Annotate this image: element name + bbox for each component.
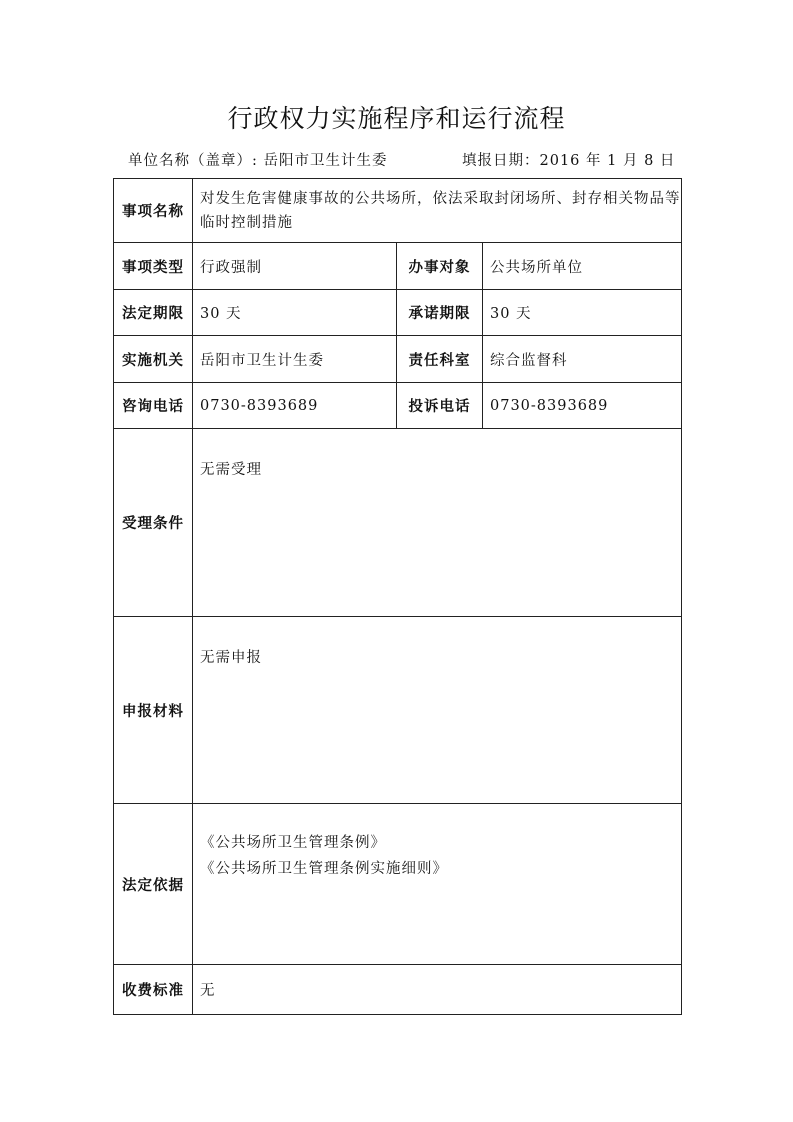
fee-label: 收费标准 [114, 965, 193, 1015]
row-legal-basis [114, 804, 682, 965]
complaint-phone-label: 投诉电话 [397, 383, 483, 429]
consult-phone-label: 咨询电话 [114, 383, 193, 429]
legal-period-value: 30 天 [193, 290, 397, 336]
acceptance-value: 无需受理 [193, 429, 682, 617]
item-type-value: 行政强制 [193, 243, 397, 290]
row-item-type [114, 243, 682, 290]
legal-basis-line-2: 《公共场所卫生管理条例实施细则》 [200, 861, 448, 877]
row-fee [114, 965, 682, 1015]
row-agency [114, 336, 682, 383]
agency-value: 岳阳市卫生计生委 [193, 336, 397, 383]
item-type-label: 事项类型 [114, 243, 193, 290]
promised-period-value: 30 天 [483, 290, 682, 336]
row-item-name [114, 179, 682, 243]
row-phone [114, 383, 682, 429]
complaint-phone-value: 0730-8393689 [483, 383, 682, 429]
procedure-form-table [113, 178, 682, 1015]
acceptance-label: 受理条件 [114, 429, 193, 617]
legal-basis-line-1: 《公共场所卫生管理条例》 [200, 835, 386, 851]
item-name-label: 事项名称 [114, 179, 193, 243]
row-acceptance [114, 429, 682, 617]
legal-basis-value [193, 804, 682, 965]
promised-period-label: 承诺期限 [397, 290, 483, 336]
unit-name: 单位名称（盖章）: 岳阳市卫生计生委 [128, 153, 388, 169]
materials-value: 无需申报 [193, 617, 682, 804]
agency-label: 实施机关 [114, 336, 193, 383]
fill-date: 填报日期：2016 年 1 月 8 日 [462, 153, 676, 169]
document-title: 行政权力实施程序和运行流程 [227, 104, 566, 133]
department-value: 综合监督科 [483, 336, 682, 383]
fee-value: 无 [193, 965, 682, 1015]
consult-phone-value: 0730-8393689 [193, 383, 397, 429]
legal-period-label: 法定期限 [114, 290, 193, 336]
materials-label: 申报材料 [114, 617, 193, 804]
legal-basis-label: 法定依据 [114, 804, 193, 965]
target-label: 办事对象 [397, 243, 483, 290]
department-label: 责任科室 [397, 336, 483, 383]
row-materials [114, 617, 682, 804]
row-period [114, 290, 682, 336]
target-value: 公共场所单位 [483, 243, 682, 290]
item-name-value: 对发生危害健康事故的公共场所，依法采取封闭场所、封存相关物品等临时控制措施 [193, 179, 682, 243]
